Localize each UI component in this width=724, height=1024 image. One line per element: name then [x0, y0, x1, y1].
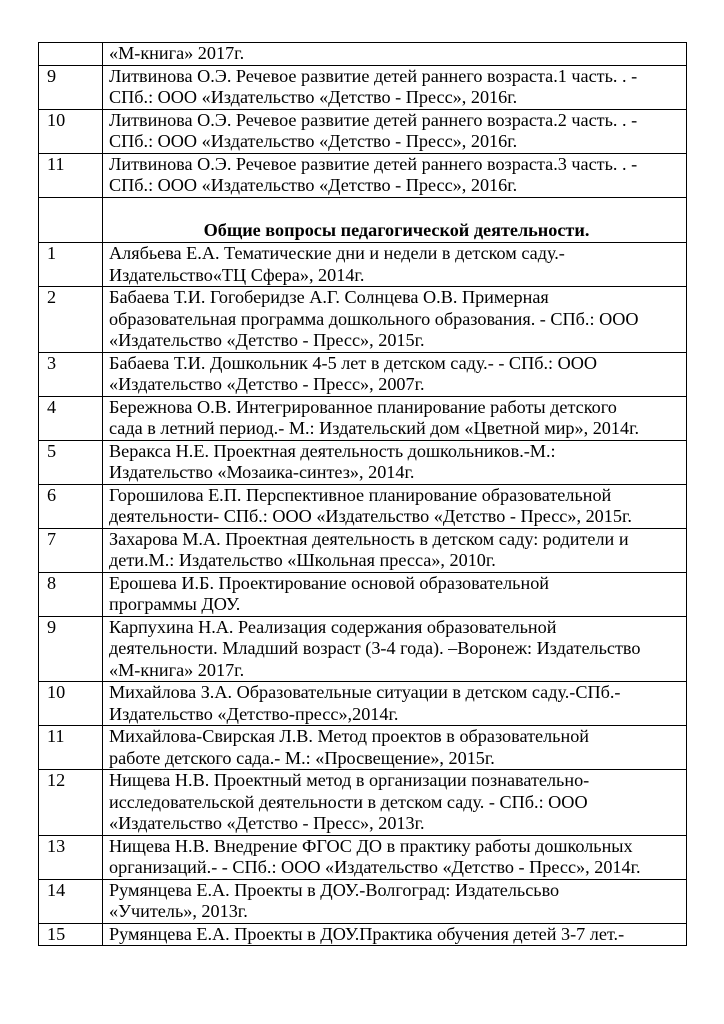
row-number: 3: [39, 352, 103, 396]
table-row: [39, 879, 687, 923]
reference-text: [103, 682, 687, 726]
row-number: 8: [39, 572, 103, 616]
reference-text-content: Литвинова О.Э. Речевое развитие детей раннего возраста.2 часть. . - СПб.: ООО «Издательство «Детство - Пресс», 2016г.: [109, 109, 638, 151]
reference-text-content: Бережнова О.В. Интегрированное планирование работы детского сада в летний период.- М.: Издательский дом «Цветной мир», 2014г.: [109, 396, 640, 438]
table-row: [39, 43, 687, 66]
reference-text: [103, 43, 687, 66]
document-page: [38, 42, 686, 946]
row-number: 11: [39, 153, 103, 197]
reference-text-content: «М-книга» 2017г.: [109, 43, 245, 63]
table-row: [39, 153, 687, 197]
reference-text: [103, 726, 687, 770]
reference-text: [103, 109, 687, 153]
reference-text: [103, 923, 687, 946]
row-number: 11: [39, 726, 103, 770]
table-row: [39, 726, 687, 770]
table-row: [39, 484, 687, 528]
bibliography-table-body: [39, 43, 687, 946]
reference-text-content: Нищева Н.В. Проектный метод в организации познавательно- исследовательской деятельности в детском саду. - СПб.: ООО «Издательство «Детство - Пресс», 2013г.: [109, 770, 590, 833]
reference-text-content: Михайлова З.А. Образовательные ситуации в детском саду.-СПб.- Издательство «Детство-пресс»,2014г.: [109, 682, 621, 724]
reference-text: [103, 572, 687, 616]
reference-text-content: Алябьева Е.А. Тематические дни и недели в детском саду.- Издательство«ТЦ Сфера», 2014г.: [109, 243, 565, 285]
table-row: [39, 440, 687, 484]
table-row: [39, 65, 687, 109]
reference-text: [103, 616, 687, 682]
bibliography-table: [38, 42, 687, 946]
table-row: [39, 682, 687, 726]
reference-text: [103, 835, 687, 879]
row-number: 9: [39, 65, 103, 109]
row-number: 4: [39, 396, 103, 440]
section-heading-row: [39, 197, 687, 243]
reference-text-content: Нищева Н.В. Внедрение ФГОС ДО в практику работы дошкольных организаций.- - СПб.: ООО «Издательство «Детство - Пресс», 2014г.: [109, 835, 641, 877]
row-number: 2: [39, 287, 103, 353]
reference-text-content: Румянцева Е.А. Проекты в ДОУ.Практика обучения детей 3-7 лет.-: [109, 923, 625, 944]
reference-text-content: Горошилова Е.П. Перспективное планирование образовательной деятельности- СПб.: ООО «Издательство «Детство - Пресс», 2015г.: [109, 484, 632, 526]
reference-text-content: Бабаева Т.И. Гогоберидзе А.Г. Солнцева О.В. Примерная образовательная программа дошкольного образования. - СПб.: ООО «Издательство «Детство - Пресс», 2015г.: [109, 287, 639, 350]
reference-text: [103, 287, 687, 353]
row-number: 1: [39, 243, 103, 287]
table-row: [39, 396, 687, 440]
reference-text-content: Карпухина Н.А. Реализация содержания образовательной деятельности. Младший возраст (3-4 года). –Воронеж: Издательство «М-книга» 2017г.: [109, 616, 641, 680]
row-number: 12: [39, 770, 103, 836]
row-number: 9: [39, 616, 103, 682]
table-row: [39, 243, 687, 287]
section-title-text: Общие вопросы педагогической деятельности.: [203, 219, 590, 240]
row-number: 7: [39, 528, 103, 572]
reference-text: [103, 396, 687, 440]
reference-text-content: Захарова М.А. Проектная деятельность в детском саду: родители и дети.М.: Издательство «Школьная пресса», 2010г.: [109, 528, 629, 570]
table-row: [39, 923, 687, 946]
table-row: [39, 528, 687, 572]
reference-text-content: Бабаева Т.И. Дошкольник 4-5 лет в детском саду.- - СПб.: ООО «Издательство «Детство - Пресс», 2007г.: [109, 352, 598, 394]
reference-text: [103, 879, 687, 923]
table-row: [39, 616, 687, 682]
row-number: 10: [39, 682, 103, 726]
table-row: [39, 352, 687, 396]
reference-text: [103, 153, 687, 197]
table-row: [39, 770, 687, 836]
reference-text: [103, 770, 687, 836]
reference-text-content: Михайлова-Свирская Л.В. Метод проектов в образовательной работе детского сада.- М.: «Просвещение», 2015г.: [109, 726, 590, 768]
reference-text: [103, 243, 687, 287]
reference-text-content: Румянцева Е.А. Проекты в ДОУ.-Волгоград: Издательсьво «Учитель», 2013г.: [109, 879, 560, 921]
reference-text: [103, 65, 687, 109]
row-number: 15: [39, 923, 103, 946]
reference-text: [103, 528, 687, 572]
reference-text-content: Литвинова О.Э. Речевое развитие детей раннего возраста.3 часть. . - СПб.: ООО «Издательство «Детство - Пресс», 2016г.: [109, 153, 638, 195]
reference-text: [103, 352, 687, 396]
table-row: [39, 287, 687, 353]
reference-text: [103, 484, 687, 528]
row-number: 14: [39, 879, 103, 923]
reference-text-content: Литвинова О.Э. Речевое развитие детей раннего возраста.1 часть. . - СПб.: ООО «Издательство «Детство - Пресс», 2016г.: [109, 65, 638, 107]
reference-text-content: Ерошева И.Б. Проектирование основой образовательной программы ДОУ.: [109, 572, 550, 614]
row-number: 6: [39, 484, 103, 528]
table-row: [39, 835, 687, 879]
row-number: 13: [39, 835, 103, 879]
reference-text-content: Веракса Н.Е. Проектная деятельность дошкольников.-М.: Издательство «Мозаика-синтез», 2014г.: [109, 440, 556, 482]
reference-text: [103, 440, 687, 484]
row-number: [39, 43, 103, 66]
row-number: [39, 197, 103, 243]
section-title: [103, 197, 687, 243]
table-row: [39, 109, 687, 153]
row-number: 10: [39, 109, 103, 153]
row-number: 5: [39, 440, 103, 484]
table-row: [39, 572, 687, 616]
